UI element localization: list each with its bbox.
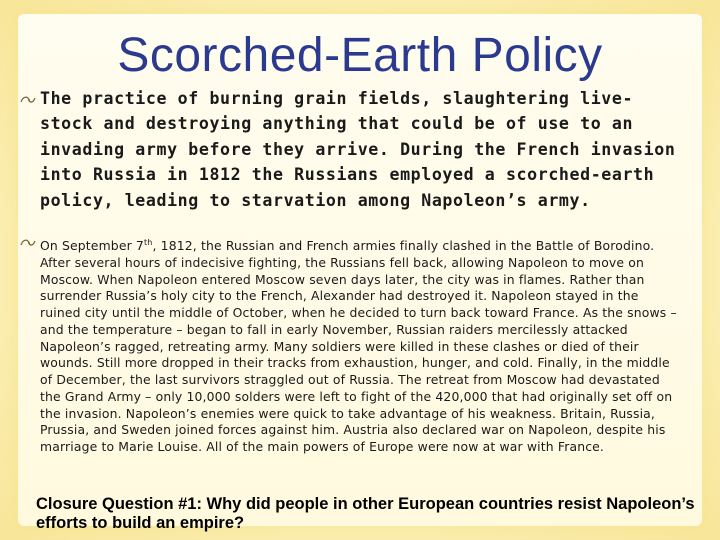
ordinal-suffix: th — [143, 238, 153, 247]
swirl-bullet-icon — [20, 94, 36, 106]
closure-question: Closure Question #1: Why did people in other European countries resist Napoleon’s efforts to build an empire? — [36, 495, 695, 532]
history-text-start: On September 7 — [40, 238, 144, 254]
history-text-rest: , 1812, the Russian and French armies finally clashed in the Battle of Borodino. After several hours of indecisive fighting, the Russians fell back, allowing Napoleon to move on Moscow. When Napoleon entered Moscow seven days later, the city was in flames. Rather than surrender Russia’s holy city to the French, Alexander had destroyed it. Napoleon stayed in the ruined city until the middle of October, when he decided to turn back toward France. As the snows – and the temperature – began to fall in early November, Russian raiders mercilessly attacked Napoleon’s ragged, retreating army. Many soldiers were killed in these clashes or died of their wounds. Still more dropped in their tracks from exhaustion, hunger, and cold. Finally, in the middle of December, the last survivors straggled out of Russia. The retreat from Moscow had devastated the Grand Army – only 10,000 solders were left to fight of the 420,000 that had originally set off on the invasion. Napoleon’s enemies were quick to take advantage of his weakness. Britain, Russia, Prussia, and Sweden joined forces against him. Austria also declared war on Napoleon, despite his marriage to Marie Louise. All of the main powers of Europe were now at war with France. — [40, 238, 677, 455]
slide-title: Scorched-Earth Policy — [117, 29, 603, 82]
bullet-text-history — [40, 235, 682, 456]
swirl-bullet-icon — [20, 237, 36, 249]
bullet-text-definition: The practice of burning grain fields, slaughtering live-stock and destroying anything that could be of use to an invading army before they arrive. During the French invasion into Russia in 1812 the Russians employed a scorched-earth policy, leading to starvation among Napoleon’s army. — [40, 89, 676, 210]
